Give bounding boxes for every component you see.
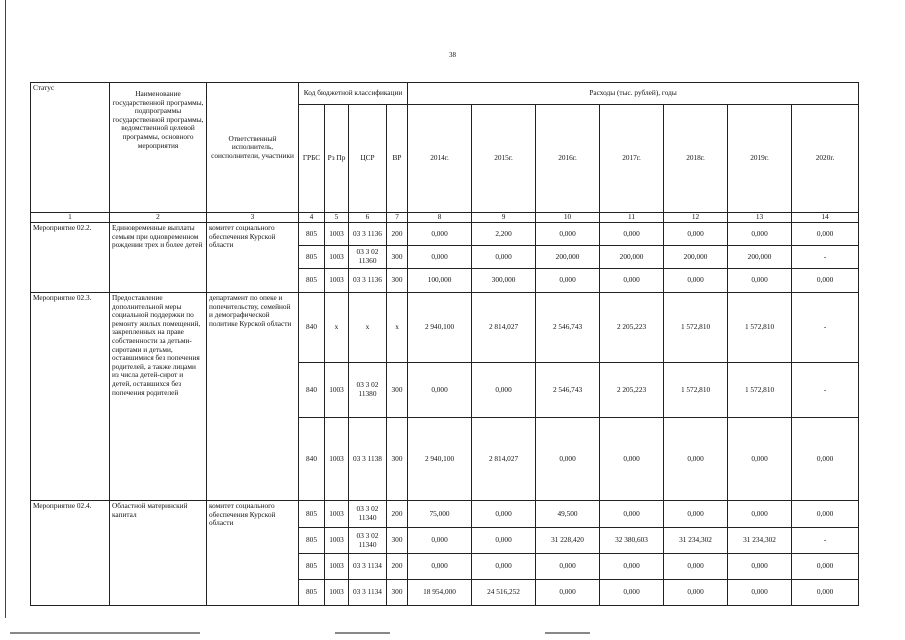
activity-name: Единовременные выплаты семьям при одновременном рождении трех и более детей xyxy=(110,223,207,293)
column-number: 8 xyxy=(408,213,472,223)
column-number: 14 xyxy=(792,213,859,223)
rzpr-cell: 1003 xyxy=(325,501,349,528)
value-2016: 0,000 xyxy=(536,418,600,501)
value-2016: 2 546,743 xyxy=(536,293,600,363)
header-year-2015: 2015г. xyxy=(472,105,536,213)
value-2016: 0,000 xyxy=(536,223,600,246)
grbs-cell: 840 xyxy=(299,363,325,418)
value-2017: 0,000 xyxy=(600,554,664,580)
column-number: 6 xyxy=(349,213,387,223)
value-2017: 32 380,603 xyxy=(600,528,664,554)
value-2015: 0,000 xyxy=(472,501,536,528)
value-2019: 1 572,810 xyxy=(728,293,792,363)
value-2016: 200,000 xyxy=(536,246,600,269)
value-2014: 100,000 xyxy=(408,269,472,293)
header-year-2019: 2019г. xyxy=(728,105,792,213)
value-2020: 0,000 xyxy=(792,418,859,501)
value-2018: 0,000 xyxy=(664,501,728,528)
rzpr-cell: 1003 xyxy=(325,363,349,418)
grbs-cell: 805 xyxy=(299,223,325,246)
status-cell: Мероприятие 02.4. xyxy=(31,501,110,606)
csr-cell: 03 3 1134 xyxy=(349,554,387,580)
value-2018: 0,000 xyxy=(664,223,728,246)
value-2019: 0,000 xyxy=(728,554,792,580)
value-2019: 0,000 xyxy=(728,269,792,293)
status-cell: Мероприятие 02.2. xyxy=(31,223,110,293)
scan-artifact xyxy=(545,632,590,634)
value-2016: 2 546,743 xyxy=(536,363,600,418)
vr-cell: 200 xyxy=(387,554,408,580)
csr-cell: 03 3 02 11360 xyxy=(349,246,387,269)
grbs-cell: 805 xyxy=(299,246,325,269)
value-2017: 0,000 xyxy=(600,501,664,528)
value-2014: 0,000 xyxy=(408,554,472,580)
value-2020: 0,000 xyxy=(792,269,859,293)
header-vr: ВР xyxy=(387,105,408,213)
executor-cell: комитет социального обеспечения Курской области xyxy=(207,501,299,606)
value-2014: 75,000 xyxy=(408,501,472,528)
value-2018: 200,000 xyxy=(664,246,728,269)
header-year-2014: 2014г. xyxy=(408,105,472,213)
value-2017: 0,000 xyxy=(600,223,664,246)
column-number: 10 xyxy=(536,213,600,223)
value-2019: 0,000 xyxy=(728,501,792,528)
vr-cell: 200 xyxy=(387,501,408,528)
rzpr-cell: 1003 xyxy=(325,246,349,269)
rzpr-cell: 1003 xyxy=(325,418,349,501)
value-2019: 0,000 xyxy=(728,418,792,501)
column-number: 12 xyxy=(664,213,728,223)
column-number: 9 xyxy=(472,213,536,223)
page-edge-line xyxy=(5,0,6,618)
value-2015: 0,000 xyxy=(472,554,536,580)
value-2020: 0,000 xyxy=(792,223,859,246)
header-expenses: Расходы (тыс. рублей), годы xyxy=(408,83,859,105)
value-2018: 0,000 xyxy=(664,269,728,293)
csr-cell: 03 3 1136 xyxy=(349,223,387,246)
value-2015: 0,000 xyxy=(472,528,536,554)
header-rzpr: Рз Пр xyxy=(325,105,349,213)
vr-cell: 300 xyxy=(387,269,408,293)
value-2019: 0,000 xyxy=(728,580,792,606)
vr-cell: 300 xyxy=(387,528,408,554)
value-2018: 1 572,810 xyxy=(664,363,728,418)
value-2017: 2 205,223 xyxy=(600,363,664,418)
header-status: Статус xyxy=(31,83,110,213)
value-2016: 49,500 xyxy=(536,501,600,528)
grbs-cell: 805 xyxy=(299,501,325,528)
table-header xyxy=(31,83,859,213)
csr-cell: х xyxy=(349,293,387,363)
column-number: 11 xyxy=(600,213,664,223)
header-year-2018: 2018г. xyxy=(664,105,728,213)
value-2018: 0,000 xyxy=(664,554,728,580)
value-2019: 0,000 xyxy=(728,223,792,246)
value-2015: 24 516,252 xyxy=(472,580,536,606)
csr-cell: 03 3 02 11340 xyxy=(349,501,387,528)
scan-artifact xyxy=(10,632,200,634)
executor-cell: департамент по опеке и попечительству, семейной и демографической политике Курской области xyxy=(207,293,299,501)
value-2014: 2 940,100 xyxy=(408,418,472,501)
value-2014: 2 940,100 xyxy=(408,293,472,363)
activity-name: Областной материнский капитал xyxy=(110,501,207,606)
value-2015: 2 814,027 xyxy=(472,418,536,501)
column-number: 7 xyxy=(387,213,408,223)
header-year-2016: 2016г. xyxy=(536,105,600,213)
value-2014: 18 954,000 xyxy=(408,580,472,606)
value-2017: 0,000 xyxy=(600,580,664,606)
column-number: 3 xyxy=(207,213,299,223)
rzpr-cell: 1003 xyxy=(325,269,349,293)
value-2019: 1 572,810 xyxy=(728,363,792,418)
value-2018: 0,000 xyxy=(664,418,728,501)
value-2020: - xyxy=(792,246,859,269)
grbs-cell: 805 xyxy=(299,580,325,606)
scan-artifact xyxy=(335,632,390,634)
grbs-cell: 840 xyxy=(299,293,325,363)
table-body xyxy=(31,213,859,606)
activity-name: Предоставление дополнительной меры социальной поддержки по ремонту жилых помещений, закрепленных на праве собственности за детьми-сиротами и детьми, оставшимися без попечения родителей, а также лицами из числа детей-сирот и детей, оставшихся без попечения родителей xyxy=(110,293,207,501)
value-2020: - xyxy=(792,363,859,418)
header-year-2017: 2017г. xyxy=(600,105,664,213)
value-2019: 200,000 xyxy=(728,246,792,269)
value-2015: 0,000 xyxy=(472,246,536,269)
table-row xyxy=(31,293,859,363)
value-2020: 0,000 xyxy=(792,501,859,528)
header-name: Наименование государственной программы, подпрограммы государственной программы, ведомственной целевой программы, основного мероприятия xyxy=(110,83,207,213)
rzpr-cell: 1003 xyxy=(325,223,349,246)
rzpr-cell: х xyxy=(325,293,349,363)
budget-table xyxy=(30,82,859,606)
rzpr-cell: 1003 xyxy=(325,528,349,554)
header-year-2020: 2020г. xyxy=(792,105,859,213)
value-2016: 31 228,420 xyxy=(536,528,600,554)
value-2015: 2 814,027 xyxy=(472,293,536,363)
column-number: 13 xyxy=(728,213,792,223)
column-number: 4 xyxy=(299,213,325,223)
table-row xyxy=(31,501,859,528)
vr-cell: 300 xyxy=(387,363,408,418)
value-2019: 31 234,302 xyxy=(728,528,792,554)
rzpr-cell: 1003 xyxy=(325,554,349,580)
value-2014: 0,000 xyxy=(408,246,472,269)
vr-cell: 300 xyxy=(387,580,408,606)
grbs-cell: 805 xyxy=(299,554,325,580)
value-2020: - xyxy=(792,528,859,554)
value-2018: 0,000 xyxy=(664,580,728,606)
value-2014: 0,000 xyxy=(408,528,472,554)
column-number: 2 xyxy=(110,213,207,223)
value-2020: 0,000 xyxy=(792,554,859,580)
column-number: 1 xyxy=(31,213,110,223)
value-2017: 0,000 xyxy=(600,269,664,293)
value-2015: 2,200 xyxy=(472,223,536,246)
vr-cell: 200 xyxy=(387,223,408,246)
rzpr-cell: 1003 xyxy=(325,580,349,606)
csr-cell: 03 3 02 11380 xyxy=(349,363,387,418)
csr-cell: 03 3 1138 xyxy=(349,418,387,501)
value-2020: - xyxy=(792,293,859,363)
value-2020: 0,000 xyxy=(792,580,859,606)
value-2017: 200,000 xyxy=(600,246,664,269)
csr-cell: 03 3 1134 xyxy=(349,580,387,606)
grbs-cell: 840 xyxy=(299,418,325,501)
page-number: 38 xyxy=(449,51,456,59)
value-2014: 0,000 xyxy=(408,363,472,418)
grbs-cell: 805 xyxy=(299,528,325,554)
executor-cell: комитет социального обеспечения Курской области xyxy=(207,223,299,293)
value-2016: 0,000 xyxy=(536,554,600,580)
value-2018: 31 234,302 xyxy=(664,528,728,554)
csr-cell: 03 3 1136 xyxy=(349,269,387,293)
value-2018: 1 572,810 xyxy=(664,293,728,363)
header-csr: ЦСР xyxy=(349,105,387,213)
value-2015: 0,000 xyxy=(472,363,536,418)
value-2016: 0,000 xyxy=(536,269,600,293)
value-2017: 0,000 xyxy=(600,418,664,501)
value-2017: 2 205,223 xyxy=(600,293,664,363)
column-number: 5 xyxy=(325,213,349,223)
vr-cell: 300 xyxy=(387,246,408,269)
column-number-row xyxy=(31,213,859,223)
vr-cell: х xyxy=(387,293,408,363)
header-budget-code: Код бюджетной классификации xyxy=(299,83,408,105)
value-2015: 300,000 xyxy=(472,269,536,293)
grbs-cell: 805 xyxy=(299,269,325,293)
table-row xyxy=(31,223,859,246)
status-cell: Мероприятие 02.3. xyxy=(31,293,110,501)
header-grbs: ГРБС xyxy=(299,105,325,213)
vr-cell: 300 xyxy=(387,418,408,501)
header-executor: Ответственный исполнитель, соисполнители, участники xyxy=(207,83,299,213)
value-2016: 0,000 xyxy=(536,580,600,606)
csr-cell: 03 3 02 11340 xyxy=(349,528,387,554)
value-2014: 0,000 xyxy=(408,223,472,246)
